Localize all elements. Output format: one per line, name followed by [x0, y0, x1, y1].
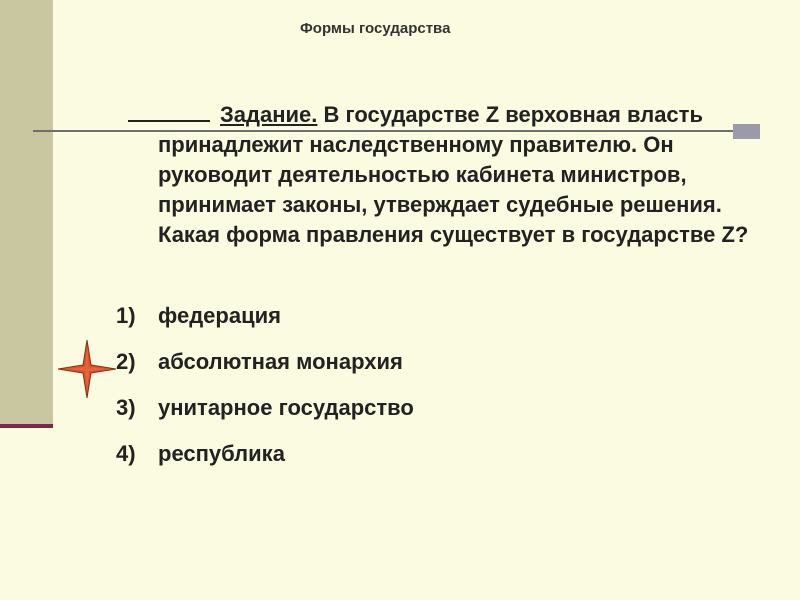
answer-number: 3) [116, 395, 136, 420]
answer-option-4[interactable] [116, 441, 414, 487]
answer-text: федерация [158, 303, 281, 328]
side-decor-bar-edge [0, 424, 53, 428]
answer-number: 4) [116, 441, 136, 466]
answer-number: 2) [116, 349, 136, 374]
answer-text: унитарное государство [158, 395, 414, 420]
task-label: Задание. [220, 102, 318, 127]
answer-option-1[interactable] [116, 303, 414, 349]
blank-underline [128, 98, 210, 122]
answer-option-3[interactable] [116, 395, 414, 441]
four-point-star-icon [58, 340, 116, 398]
answer-text: республика [158, 441, 285, 466]
side-decor-bar [0, 0, 53, 427]
task-block [158, 98, 763, 250]
task-text: В государстве Z верховная власть принадлежит наследственному правителю. Он руководит деятельностью кабинета министров, принимает законы, утверждает судебные решения. Какая форма правления существует в государстве Z? [158, 102, 749, 247]
answer-list [116, 303, 414, 487]
answer-text: абсолютная монархия [158, 349, 403, 374]
answer-number: 1) [116, 303, 136, 328]
slide-title: Формы государства [300, 20, 451, 37]
answer-option-2[interactable] [116, 349, 414, 395]
